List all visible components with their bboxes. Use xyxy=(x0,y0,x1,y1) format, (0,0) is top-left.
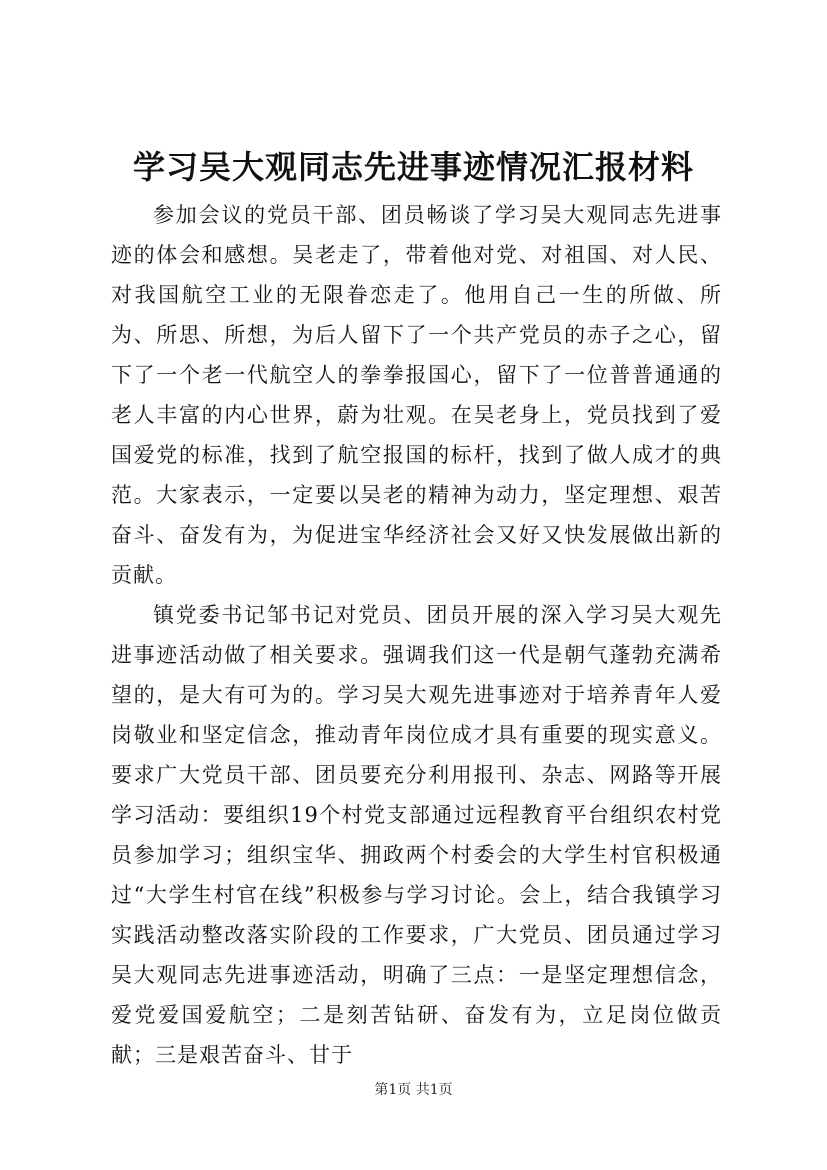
paragraph-2: 镇党委书记邹书记对党员、团员开展的深入学习吴大观先进事迹活动做了相关要求。强调我们这一代是朝气蓬勃充满希望的，是大有可为的。学习吴大观先进事迹对于培养青年人爱岗敬业和坚定信念，推动青年岗位成才具有重要的现实意义。要求广大党员干部、团员要充分利用报刊、杂志、网路等开展学习活动：要组织19个村党支部通过远程教育平台组织农村党员参加学习；组织宝华、拥政两个村委会的大学生村官积极通过“大学生村官在线”积极参与学习讨论。会上，结合我镇学习实践活动整改落实阶段的工作要求，广大党员、团员通过学习吴大观同志先进事迹活动，明确了三点：一是坚定理想信念，爱党爱国爱航空；二是刻苦钻研、奋发有为，立足岗位做贡献；三是艰苦奋斗、甘于 xyxy=(111,603,722,1067)
paragraph-1: 参加会议的党员干部、团员畅谈了学习吴大观同志先进事迹的体会和感想。吴老走了，带着他对党、对祖国、对人民、对我国航空工业的无限眷恋走了。他用自己一生的所做、所为、所思、所想，为后人留下了一个共产党员的赤子之心，留下了一个老一代航空人的拳拳报国心，留下了一位普普通通的老人丰富的内心世界，蔚为壮观。在吴老身上，党员找到了爱国爱党的标准，找到了航空报国的标杆，找到了做人成才的典范。大家表示，一定要以吴老的精神为动力，坚定理想、艰苦奋斗、奋发有为，为促进宝华经济社会又好又快发展做出新的贡献。 xyxy=(111,203,722,587)
page-footer: 第1页 共1页 xyxy=(374,1082,453,1098)
document-title: 学习吴大观同志先进事迹情况汇报材料 xyxy=(132,148,694,186)
document-body xyxy=(111,195,722,1075)
